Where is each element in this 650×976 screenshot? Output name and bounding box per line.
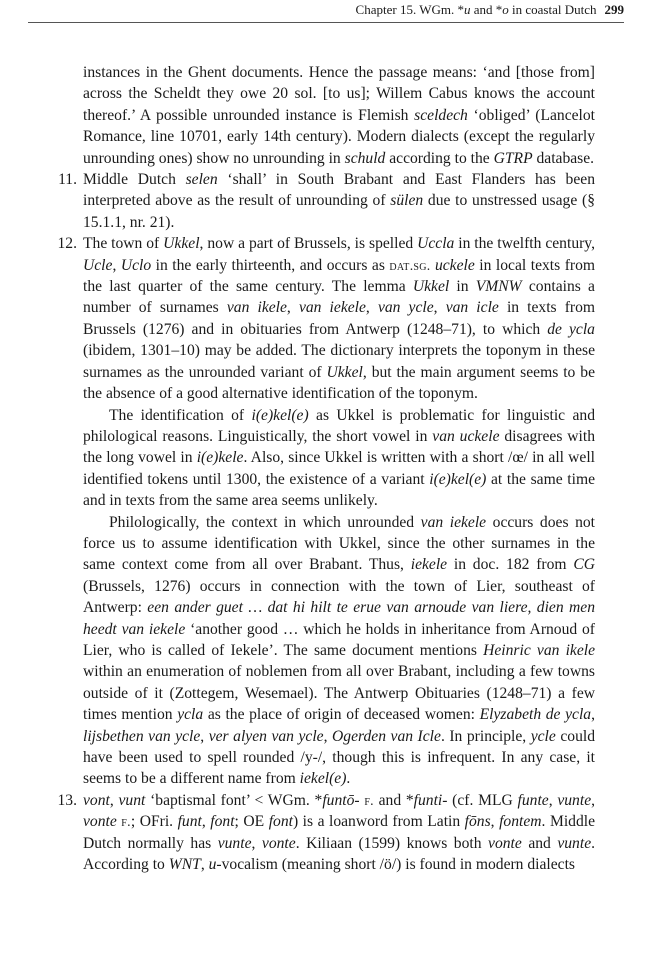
note-number: 13.: [57, 791, 77, 809]
paragraph: [50, 62, 595, 169]
text-body: [50, 62, 595, 875]
note-11: [50, 169, 595, 233]
paragraph-text: The town of Ukkel, now a part of Brussels, is spelled Uccla in the twelfth century, Ucle, Uclo in the early thirteenth, and occurs as dat.sg. uckele in local texts from the last quarter of the same century. The lemma Ukkel in VMNW contains a number of surnames van ikele, van iekele, van ycle, van icle in texts from Brussels (1276) and in obituaries from Antwerp (1248–71), to which de ycla (ibidem, 1301–10) may be added. The dictionary interprets the toponym in these surnames as the unrounded variant of Ukkel, but the main argument seems to be the absence of a good alternative identification of the toponym.: [83, 235, 596, 403]
paragraph: [50, 512, 595, 790]
note-13: [50, 790, 595, 876]
paragraph-text: Middle Dutch selen ‘shall’ in South Brabant and East Flanders has been interpreted above as the result of unrounding of sülen due to unstressed usage (§ 15.1.1, nr. 21).: [83, 171, 595, 231]
note-number: 12.: [57, 235, 77, 253]
running-head-title: Chapter 15. WGm. *u and *o in coastal Dutch: [355, 2, 597, 17]
paragraph-text: The identification of i(e)kel(e) as Ukkel is problematic for linguistic and philological reasons. Linguistically, the short vowel in van uckele disagrees with the long vowel in i(e)kele. Also, since Ukkel is written with a short /œ/ in all well identified tokens until 1300, the existence of a variant i(e)kel(e) at the same time and in texts from the same area seems unlikely.: [83, 406, 596, 510]
paragraph-text: instances in the Ghent documents. Hence the passage means: ‘and [those from] across the Scheldt they owe 20 sol. [to us]; Willem Cabus knows the account thereof.’ A possible unrounded instance is Flemish sceldech ‘obliged’ (Lancelot Romance, line 10701, early 14th century). Modern dialects (except the regularly unrounding ones) show no unrounding in schuld according to the GTRP database.: [83, 64, 596, 167]
note-12: [50, 233, 595, 404]
note-number: 11.: [58, 171, 77, 189]
page-number: 299: [604, 2, 624, 17]
paragraph-text: Philologically, the context in which unrounded van iekele occurs does not force us to assume identification with Ukkel, since the other surnames in the same context come from all over Brabant. Thus, iekele in doc. 182 from CG (Brussels, 1276) occurs in connection with the town of Lier, southeast of Antwerp: een ander guet … dat hi hilt te erue van arnoude van liere, dien men heedt van iekele ‘another good … which he holds in inheritance from Arnoud of Lier, who is called of Iekele’. The same document mentions Heinric van ikele within an enumeration of noblemen from all over Brabant, including a few towns outside of it (Zottegem, Wesemael). The Antwerp Obituaries (1248–71) a few times mention ycla as the place of origin of deceased women: Elyzabeth de ycla, lijsbethen van ycle, ver alyen van ycle, Ogerden van Icle. In principle, ycle could have been used to spell rounded /y-/, though this is infrequent. In any case, it seems to be a different name from iekel(e).: [83, 513, 596, 788]
paragraph: [50, 405, 595, 512]
paragraph-text: vont, vunt ‘baptismal font’ < WGm. *funtō- f. and *funti- (cf. MLG funte, vunte, vonte f.; OFri. funt, font; OE font) is a loanword from Latin fōns, fontem. Middle Dutch normally has vunte, vonte. Kiliaan (1599) knows both vonte and vunte. According to WNT, u-vocalism (meaning short /ö/) is found in modern dialects: [83, 791, 596, 874]
running-head: [28, 0, 624, 23]
